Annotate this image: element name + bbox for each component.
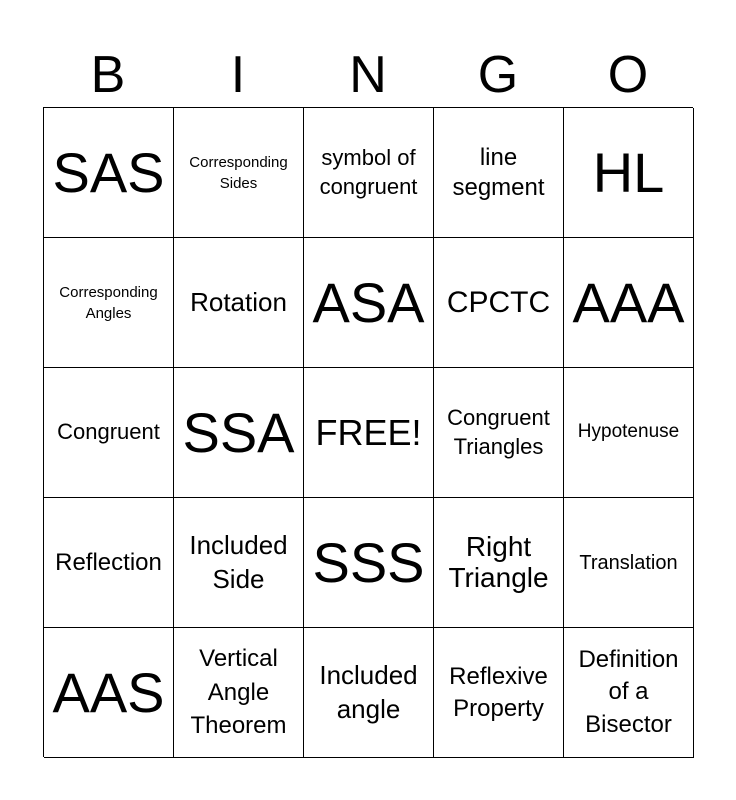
bingo-cell-vertical-angle-theorem[interactable] [174, 628, 304, 758]
cell-label: AAA [572, 270, 685, 334]
bingo-cell-included-side[interactable] [174, 498, 304, 628]
cell-label: Corresponding Angles [59, 283, 158, 322]
cell-label: ASA [312, 270, 425, 334]
bingo-header [43, 42, 693, 108]
bingo-cell-sas[interactable] [44, 108, 174, 238]
bingo-cell-free[interactable] [304, 368, 434, 498]
cell-label: Rotation [190, 286, 287, 317]
header-letter-g: G [477, 46, 519, 104]
bingo-cell-hl[interactable] [564, 108, 694, 238]
bingo-cell-line-segment[interactable] [434, 108, 564, 238]
cell-label: HL [592, 140, 665, 204]
bingo-cell-rotation[interactable] [174, 238, 304, 368]
bingo-cell-cpctc[interactable] [434, 238, 564, 368]
cell-label: Vertical Angle Theorem [190, 645, 287, 740]
bingo-cell-sss[interactable] [304, 498, 434, 628]
cell-label: SSS [312, 530, 425, 594]
bingo-cell-right-triangle[interactable] [434, 498, 564, 628]
cell-label: FREE! [315, 411, 422, 453]
header-letter-b: B [90, 46, 126, 104]
bingo-cell-congruent[interactable] [44, 368, 174, 498]
bingo-card [43, 107, 693, 757]
cell-label: Right Triangle [448, 530, 549, 593]
cell-label: Reflexive Property [449, 663, 548, 722]
bingo-cell-congruent-triangles[interactable] [434, 368, 564, 498]
bingo-cell-included-angle[interactable] [304, 628, 434, 758]
header-letter-n: N [349, 46, 387, 104]
cell-label: Corresponding Sides [189, 153, 288, 192]
cell-label: CPCTC [446, 286, 551, 319]
cell-label: symbol of congruent [319, 144, 418, 199]
bingo-cell-corresponding-sides[interactable] [174, 108, 304, 238]
cell-label: SAS [52, 140, 165, 204]
bingo-cell-reflection[interactable] [44, 498, 174, 628]
bingo-cell-asa[interactable] [304, 238, 434, 368]
cell-label: AAS [52, 660, 165, 724]
cell-label: line segment [452, 143, 545, 201]
cell-label: Translation [579, 551, 678, 574]
bingo-cell-ssa[interactable] [174, 368, 304, 498]
bingo-cell-symbol-of-congruent[interactable] [304, 108, 434, 238]
bingo-cell-translation[interactable] [564, 498, 694, 628]
bingo-cell-aaa[interactable] [564, 238, 694, 368]
cell-label: Included angle [319, 659, 418, 724]
bingo-cell-aas[interactable] [44, 628, 174, 758]
header-letter-o: O [607, 46, 649, 104]
cell-label: Definition of a Bisector [578, 645, 679, 738]
bingo-cell-reflexive-property[interactable] [434, 628, 564, 758]
header-letter-i: I [230, 46, 246, 104]
cell-label: Hypotenuse [577, 421, 680, 443]
cell-label: Reflection [55, 548, 162, 576]
cell-label: SSA [182, 400, 295, 464]
cell-label: Congruent Triangles [447, 404, 550, 459]
bingo-cell-hypotenuse[interactable] [564, 368, 694, 498]
cell-label: Congruent [57, 419, 160, 445]
cell-label: Included Side [189, 529, 288, 594]
bingo-cell-corresponding-angles[interactable] [44, 238, 174, 368]
bingo-cell-definition-of-a-bisector[interactable] [564, 628, 694, 758]
